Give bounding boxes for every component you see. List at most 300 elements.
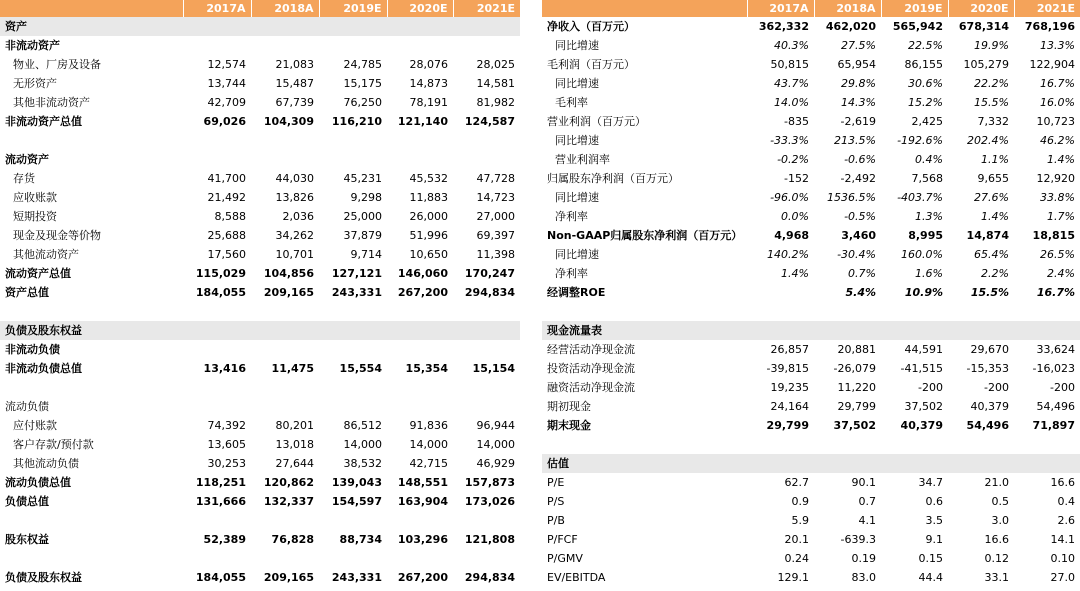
balance-value-cell: 45,231 xyxy=(343,172,382,185)
balance-value-cell xyxy=(453,302,520,321)
balance-value-cell xyxy=(387,511,453,530)
metrics-value-cell xyxy=(881,435,948,454)
metrics-row-label: P/GMV xyxy=(547,552,583,565)
balance-value-cell: 52,389 xyxy=(203,533,246,546)
metrics-row-label: 同比增速 xyxy=(555,191,599,204)
balance-value-cell xyxy=(453,511,520,530)
balance-value-cell xyxy=(387,131,453,150)
balance-value-cell xyxy=(387,378,453,397)
metrics-value-cell: 33,624 xyxy=(1036,343,1075,356)
metrics-table-row xyxy=(542,207,1080,226)
balance-value-cell: 28,025 xyxy=(476,58,515,71)
metrics-value-cell: 3,460 xyxy=(841,229,876,242)
balance-value-cell: 148,551 xyxy=(397,476,448,489)
metrics-value-cell: 14.0% xyxy=(774,96,809,109)
metrics-value-cell: 26,857 xyxy=(770,343,809,356)
balance-value-cell xyxy=(319,321,387,340)
balance-row-label: 流动负债 xyxy=(5,400,49,413)
metrics-value-cell: 11,220 xyxy=(837,381,876,394)
income-cashflow-valuation-table xyxy=(542,0,1080,587)
balance-value-cell: 9,714 xyxy=(350,248,382,261)
metrics-value-cell: 21.0 xyxy=(984,476,1009,489)
metrics-row-label: 同比增速 xyxy=(555,77,599,90)
metrics-value-cell: 1.6% xyxy=(915,267,943,280)
balance-value-cell xyxy=(387,150,453,169)
balance-value-cell: 76,250 xyxy=(343,96,382,109)
balance-value-cell xyxy=(453,36,520,55)
metrics-value-cell: 26.5% xyxy=(1040,248,1075,261)
metrics-value-cell: 65,954 xyxy=(837,58,876,71)
metrics-value-cell: 160.0% xyxy=(901,248,943,261)
balance-row-label: 流动资产总值 xyxy=(5,267,71,280)
metrics-value-cell xyxy=(747,283,814,302)
balance-row-label: 客户存款/预付款 xyxy=(13,438,94,451)
metrics-value-cell xyxy=(747,302,814,321)
metrics-table-row xyxy=(542,188,1080,207)
metrics-value-cell xyxy=(1014,435,1080,454)
metrics-value-cell: 27.6% xyxy=(974,191,1009,204)
balance-table-row xyxy=(0,74,520,93)
balance-value-cell: 103,296 xyxy=(397,533,448,546)
metrics-value-cell: 1.1% xyxy=(981,153,1009,166)
balance-value-cell xyxy=(453,321,520,340)
metrics-row-label: 融资活动净现金流 xyxy=(547,381,635,394)
metrics-value-cell: 1.4% xyxy=(981,210,1009,223)
metrics-table-row xyxy=(542,511,1080,530)
balance-table-row xyxy=(0,511,520,530)
balance-value-cell: 14,000 xyxy=(476,438,515,451)
metrics-row-label xyxy=(542,435,747,454)
balance-row-label: 其他流动资产 xyxy=(13,248,79,261)
balance-value-cell xyxy=(453,378,520,397)
metrics-value-cell: 462,020 xyxy=(825,20,876,33)
metrics-value-cell xyxy=(814,454,881,473)
balance-value-cell: 88,734 xyxy=(339,533,382,546)
metrics-value-cell: -192.6% xyxy=(897,134,943,147)
balance-value-cell: 15,354 xyxy=(405,362,448,375)
metrics-value-cell: 1.4% xyxy=(1047,153,1075,166)
balance-value-cell: 104,856 xyxy=(263,267,314,280)
balance-value-cell: 11,883 xyxy=(409,191,448,204)
metrics-row-label: 同比增速 xyxy=(555,39,599,52)
metrics-value-cell xyxy=(814,302,881,321)
balance-table-row xyxy=(0,435,520,454)
balance-table-row xyxy=(0,549,520,568)
balance-value-cell: 8,588 xyxy=(214,210,246,223)
metrics-value-cell: 50,815 xyxy=(770,58,809,71)
balance-value-cell: 294,834 xyxy=(464,286,515,299)
balance-table-row xyxy=(0,264,520,283)
balance-value-cell xyxy=(251,150,319,169)
balance-value-cell xyxy=(183,397,251,416)
balance-value-cell: 10,650 xyxy=(409,248,448,261)
metrics-value-cell: 86,155 xyxy=(904,58,943,71)
balance-table-row xyxy=(0,397,520,416)
metrics-value-cell: 2.4% xyxy=(1047,267,1075,280)
metrics-value-cell: 18,815 xyxy=(1032,229,1075,242)
balance-value-cell: 294,834 xyxy=(464,571,515,584)
balance-value-cell: 69,397 xyxy=(476,229,515,242)
balance-value-cell: 17,560 xyxy=(207,248,246,261)
metrics-row-label: P/S xyxy=(547,495,565,508)
metrics-value-cell: 0.24 xyxy=(784,552,809,565)
metrics-value-cell: 10,723 xyxy=(1036,115,1075,128)
metrics-value-cell: -26,079 xyxy=(833,362,876,375)
metrics-value-cell: 2,425 xyxy=(911,115,943,128)
metrics-value-cell: 0.10 xyxy=(1050,552,1075,565)
balance-value-cell xyxy=(251,397,319,416)
metrics-value-cell: 37,502 xyxy=(833,419,876,432)
metrics-value-cell: 0.7 xyxy=(858,495,876,508)
balance-value-cell xyxy=(183,302,251,321)
metrics-table-row xyxy=(542,150,1080,169)
metrics-row-label: 投资活动净现金流 xyxy=(547,362,635,375)
metrics-value-cell: 90.1 xyxy=(851,476,876,489)
metrics-row-label: 毛利润（百万元） xyxy=(547,58,635,71)
balance-value-cell: 157,873 xyxy=(464,476,515,489)
balance-value-cell: 45,532 xyxy=(409,172,448,185)
balance-value-cell xyxy=(319,150,387,169)
balance-value-cell: 38,532 xyxy=(343,457,382,470)
balance-value-cell: 51,996 xyxy=(409,229,448,242)
balance-value-cell xyxy=(387,397,453,416)
balance-row-label: 资产总值 xyxy=(5,286,49,299)
metrics-table-row xyxy=(542,530,1080,549)
balance-value-cell: 132,337 xyxy=(263,495,314,508)
metrics-value-cell: 62.7 xyxy=(784,476,809,489)
metrics-value-cell: 14.1 xyxy=(1050,533,1075,546)
metrics-value-cell: 9.1 xyxy=(925,533,943,546)
balance-value-cell xyxy=(183,36,251,55)
balance-value-cell: 209,165 xyxy=(263,286,314,299)
balance-value-cell xyxy=(453,397,520,416)
balance-value-cell xyxy=(183,321,251,340)
balance-value-cell: 30,253 xyxy=(207,457,246,470)
balance-value-cell: 15,154 xyxy=(472,362,515,375)
balance-value-cell: 15,175 xyxy=(343,77,382,90)
metrics-year-header: 2018A xyxy=(814,0,881,17)
balance-table-row xyxy=(0,492,520,511)
balance-value-cell: 86,512 xyxy=(343,419,382,432)
balance-value-cell: 13,018 xyxy=(275,438,314,451)
balance-row-label: 负债总值 xyxy=(5,495,49,508)
balance-value-cell xyxy=(183,17,251,36)
balance-value-cell: 74,392 xyxy=(207,419,246,432)
metrics-table-row xyxy=(542,397,1080,416)
metrics-table-row xyxy=(542,549,1080,568)
balance-value-cell: 44,030 xyxy=(275,172,314,185)
balance-row-label: 短期投资 xyxy=(13,210,57,223)
metrics-value-cell: 202.4% xyxy=(967,134,1009,147)
balance-value-cell xyxy=(453,17,520,36)
balance-value-cell xyxy=(319,302,387,321)
metrics-value-cell: 33.1 xyxy=(984,571,1009,584)
metrics-year-header: 2020E xyxy=(948,0,1014,17)
balance-table-row xyxy=(0,245,520,264)
balance-value-cell: 15,554 xyxy=(339,362,382,375)
balance-row-label: 其他流动负债 xyxy=(13,457,79,470)
metrics-value-cell: -0.6% xyxy=(844,153,876,166)
balance-value-cell: 267,200 xyxy=(397,571,448,584)
balance-row-label: 无形资产 xyxy=(13,77,57,90)
metrics-value-cell: 16.7% xyxy=(1040,77,1075,90)
metrics-value-cell: 565,942 xyxy=(892,20,943,33)
balance-value-cell: 14,873 xyxy=(409,77,448,90)
metrics-year-header: 2019E xyxy=(881,0,948,17)
balance-value-cell xyxy=(387,340,453,359)
balance-value-cell xyxy=(319,511,387,530)
metrics-row-label: P/B xyxy=(547,514,565,527)
metrics-value-cell xyxy=(814,435,881,454)
metrics-value-cell: -96.0% xyxy=(770,191,809,204)
metrics-value-cell: 27.0 xyxy=(1050,571,1075,584)
balance-value-cell: 2,036 xyxy=(282,210,314,223)
balance-value-cell: 121,140 xyxy=(397,115,448,128)
metrics-table-row xyxy=(542,378,1080,397)
metrics-value-cell: -2,492 xyxy=(840,172,876,185)
metrics-value-cell: 122,904 xyxy=(1029,58,1075,71)
metrics-value-cell xyxy=(948,302,1014,321)
balance-row-label xyxy=(0,378,183,397)
balance-value-cell xyxy=(183,340,251,359)
balance-value-cell: 27,644 xyxy=(275,457,314,470)
metrics-value-cell: 0.12 xyxy=(984,552,1009,565)
balance-value-cell: 21,492 xyxy=(207,191,246,204)
balance-table-row xyxy=(0,55,520,74)
metrics-value-cell: 0.9 xyxy=(791,495,809,508)
metrics-value-cell: -403.7% xyxy=(897,191,943,204)
metrics-value-cell: 213.5% xyxy=(834,134,876,147)
metrics-value-cell: -41,515 xyxy=(900,362,943,375)
balance-table-row xyxy=(0,188,520,207)
balance-table-row xyxy=(0,359,520,378)
metrics-table-row xyxy=(542,340,1080,359)
metrics-value-cell: 12,920 xyxy=(1036,172,1075,185)
balance-value-cell xyxy=(387,302,453,321)
metrics-year-header: 2021E xyxy=(1014,0,1080,17)
balance-value-cell: 9,298 xyxy=(350,191,382,204)
metrics-value-cell: 44,591 xyxy=(904,343,943,356)
metrics-value-cell: 8,995 xyxy=(908,229,943,242)
balance-value-cell: 96,944 xyxy=(476,419,515,432)
balance-year-header: 2019E xyxy=(319,0,387,17)
balance-value-cell: 26,000 xyxy=(409,210,448,223)
metrics-row-label: 营业利润（百万元） xyxy=(547,115,646,128)
balance-table-row xyxy=(0,131,520,150)
balance-value-cell: 115,029 xyxy=(195,267,246,280)
metrics-value-cell: 0.6 xyxy=(925,495,943,508)
balance-value-cell: 104,309 xyxy=(263,115,314,128)
balance-value-cell: 243,331 xyxy=(331,286,382,299)
metrics-value-cell xyxy=(747,321,814,340)
balance-value-cell: 173,026 xyxy=(464,495,515,508)
metrics-value-cell: 5.4% xyxy=(845,286,876,299)
metrics-table-row xyxy=(542,17,1080,36)
balance-value-cell: 243,331 xyxy=(331,571,382,584)
balance-value-cell: 42,709 xyxy=(207,96,246,109)
balance-value-cell: 25,000 xyxy=(343,210,382,223)
balance-table-row xyxy=(0,568,520,587)
metrics-value-cell: 7,568 xyxy=(911,172,943,185)
balance-row-label: 非流动负债总值 xyxy=(5,362,82,375)
metrics-value-cell: 20.1 xyxy=(784,533,809,546)
balance-value-cell xyxy=(387,17,453,36)
metrics-value-cell: 29,799 xyxy=(837,400,876,413)
metrics-value-cell: -200 xyxy=(1050,381,1075,394)
balance-value-cell: 163,904 xyxy=(397,495,448,508)
balance-row-label: 存货 xyxy=(13,172,35,185)
metrics-value-cell xyxy=(948,435,1014,454)
metrics-value-cell: 54,496 xyxy=(1036,400,1075,413)
metrics-section-title: 估值 xyxy=(542,454,747,473)
metrics-table-row xyxy=(542,568,1080,587)
metrics-value-cell: 768,196 xyxy=(1024,20,1075,33)
balance-value-cell xyxy=(183,131,251,150)
metrics-value-cell: 678,314 xyxy=(958,20,1009,33)
balance-value-cell xyxy=(251,511,319,530)
metrics-year-header: 2017A xyxy=(747,0,814,17)
metrics-value-cell: 20,881 xyxy=(837,343,876,356)
metrics-value-cell: 13.3% xyxy=(1040,39,1075,52)
metrics-table-row xyxy=(542,492,1080,511)
balance-value-cell xyxy=(453,340,520,359)
metrics-table-row xyxy=(542,245,1080,264)
balance-value-cell: 124,587 xyxy=(464,115,515,128)
balance-table-row xyxy=(0,150,520,169)
balance-value-cell xyxy=(387,321,453,340)
metrics-value-cell xyxy=(747,454,814,473)
metrics-value-cell: 34.7 xyxy=(918,476,943,489)
metrics-value-cell: 30.6% xyxy=(908,77,943,90)
metrics-table-row xyxy=(542,36,1080,55)
metrics-value-cell: 40,379 xyxy=(970,400,1009,413)
balance-section-row xyxy=(0,17,520,36)
balance-table-row xyxy=(0,207,520,226)
metrics-value-cell: 16.7% xyxy=(1036,286,1075,299)
metrics-row-label: P/E xyxy=(547,476,565,489)
balance-value-cell: 209,165 xyxy=(263,571,314,584)
balance-value-cell xyxy=(251,378,319,397)
balance-value-cell: 267,200 xyxy=(397,286,448,299)
balance-table-row xyxy=(0,454,520,473)
metrics-value-cell: 33.8% xyxy=(1040,191,1075,204)
metrics-value-cell: 54,496 xyxy=(966,419,1009,432)
metrics-value-cell: 1.7% xyxy=(1047,210,1075,223)
balance-table-row xyxy=(0,378,520,397)
metrics-value-cell: 15.2% xyxy=(908,96,943,109)
balance-value-cell xyxy=(319,378,387,397)
balance-value-cell xyxy=(251,549,319,568)
balance-value-cell: 28,076 xyxy=(409,58,448,71)
balance-value-cell: 14,581 xyxy=(476,77,515,90)
metrics-row-label: 同比增速 xyxy=(555,248,599,261)
balance-value-cell: 41,700 xyxy=(207,172,246,185)
metrics-value-cell xyxy=(881,454,948,473)
balance-value-cell: 34,262 xyxy=(275,229,314,242)
balance-value-cell xyxy=(183,378,251,397)
balance-value-cell xyxy=(319,17,387,36)
balance-value-cell: 12,574 xyxy=(207,58,246,71)
metrics-value-cell: 1.4% xyxy=(781,267,809,280)
metrics-value-cell: 29,799 xyxy=(766,419,809,432)
metrics-value-cell: 16.6 xyxy=(1050,476,1075,489)
metrics-table-row xyxy=(542,283,1080,302)
balance-table-row xyxy=(0,302,520,321)
balance-section-row xyxy=(0,321,520,340)
metrics-value-cell: -33.3% xyxy=(770,134,809,147)
balance-table-row xyxy=(0,416,520,435)
balance-value-cell: 78,191 xyxy=(409,96,448,109)
balance-value-cell: 118,251 xyxy=(195,476,246,489)
metrics-row-label: EV/EBITDA xyxy=(547,571,606,584)
balance-value-cell: 154,597 xyxy=(331,495,382,508)
metrics-section-row xyxy=(542,321,1080,340)
balance-value-cell xyxy=(453,150,520,169)
metrics-row-label: P/FCF xyxy=(547,533,578,546)
metrics-value-cell: 24,164 xyxy=(770,400,809,413)
balance-value-cell: 21,083 xyxy=(275,58,314,71)
balance-header-row xyxy=(0,0,520,17)
balance-value-cell xyxy=(251,36,319,55)
balance-value-cell xyxy=(183,511,251,530)
balance-year-header: 2020E xyxy=(387,0,453,17)
metrics-section-title: 现金流量表 xyxy=(542,321,747,340)
balance-row-label xyxy=(0,302,183,321)
metrics-row-label xyxy=(542,302,747,321)
balance-row-label: 流动负债总值 xyxy=(5,476,71,489)
metrics-value-cell: 9,655 xyxy=(977,172,1009,185)
balance-value-cell xyxy=(183,150,251,169)
balance-row-label: 非流动负债 xyxy=(5,343,60,356)
balance-row-label: 其他非流动资产 xyxy=(13,96,90,109)
metrics-table-row xyxy=(542,112,1080,131)
metrics-value-cell xyxy=(881,321,948,340)
balance-table-row xyxy=(0,36,520,55)
balance-value-cell: 170,247 xyxy=(464,267,515,280)
balance-value-cell: 42,715 xyxy=(409,457,448,470)
metrics-value-cell: 16.6 xyxy=(984,533,1009,546)
metrics-value-cell: 362,332 xyxy=(758,20,809,33)
balance-value-cell: 184,055 xyxy=(195,571,246,584)
metrics-value-cell: 0.5 xyxy=(991,495,1009,508)
balance-value-cell: 37,879 xyxy=(343,229,382,242)
metrics-value-cell: 0.7% xyxy=(848,267,876,280)
metrics-value-cell: 0.19 xyxy=(851,552,876,565)
metrics-value-cell: 46.2% xyxy=(1040,134,1075,147)
metrics-value-cell: -2,619 xyxy=(840,115,876,128)
metrics-value-cell: 29.8% xyxy=(841,77,876,90)
balance-value-cell: 67,739 xyxy=(275,96,314,109)
balance-value-cell: 13,826 xyxy=(275,191,314,204)
metrics-value-cell xyxy=(1014,302,1080,321)
metrics-table-row xyxy=(542,416,1080,435)
metrics-value-cell: 37,502 xyxy=(904,400,943,413)
metrics-value-cell: 2.2% xyxy=(981,267,1009,280)
balance-value-cell: 10,701 xyxy=(275,248,314,261)
metrics-value-cell xyxy=(1014,321,1080,340)
metrics-value-cell: 83.0 xyxy=(851,571,876,584)
balance-value-cell xyxy=(183,549,251,568)
balance-value-cell xyxy=(251,131,319,150)
metrics-section-row xyxy=(542,454,1080,473)
metrics-value-cell xyxy=(948,321,1014,340)
balance-value-cell xyxy=(319,36,387,55)
balance-year-header: 2017A xyxy=(183,0,251,17)
balance-value-cell: 91,836 xyxy=(409,419,448,432)
metrics-value-cell: 15.5% xyxy=(970,286,1009,299)
metrics-table-row xyxy=(542,74,1080,93)
balance-value-cell xyxy=(251,302,319,321)
